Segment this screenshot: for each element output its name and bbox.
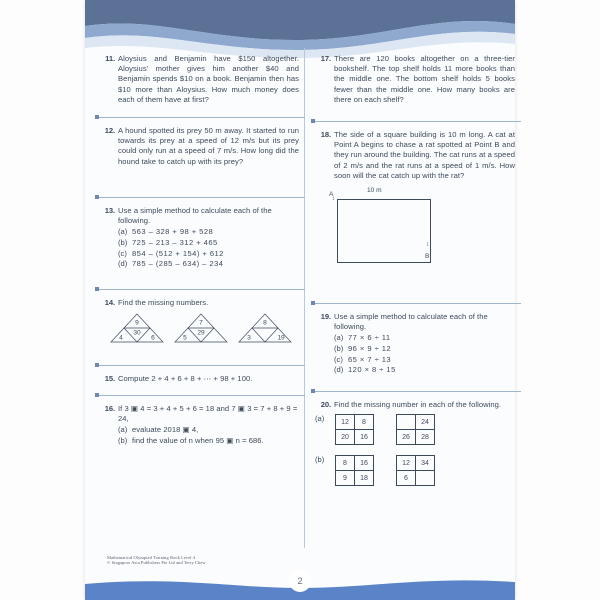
grid-set-label: (b) <box>315 455 325 465</box>
point-a-label: A <box>329 191 334 199</box>
question-17 <box>309 46 521 122</box>
question-13 <box>93 198 305 290</box>
point-b-arrow-icon: ↕ <box>426 242 429 249</box>
question-parts <box>118 425 299 446</box>
part-text: 854 – (512 + 154) + 612 <box>132 248 224 258</box>
triangle-top-value: 9 <box>135 319 139 327</box>
number-grid <box>335 455 374 486</box>
footer-credits <box>107 555 206 566</box>
grid-cell: 6 <box>397 471 416 486</box>
number-grid <box>396 414 435 445</box>
square-building-outline <box>337 199 431 263</box>
grid-cell: 18 <box>355 471 374 486</box>
question-text: Use a simple method to calculate each of the following. <box>334 312 488 332</box>
footer-book-title: Mathematical Olympiad Training Book Level 4 <box>107 554 196 560</box>
question-parts <box>334 333 515 375</box>
question-text: If 3 ▣ 4 = 3 + 4 + 5 + 6 = 18 and 7 ▣ 3 = 7 + 8 + 9 = 24, <box>118 404 298 424</box>
grid-set-b <box>315 455 515 486</box>
page-number: 2 <box>289 570 311 592</box>
triangle-puzzle-2 <box>174 313 228 343</box>
part-label: (b) <box>118 436 128 445</box>
question-part <box>334 355 515 366</box>
question-parts <box>118 227 299 269</box>
grid-cell <box>397 415 416 430</box>
question-text: Use a simple method to calculate each of the following. <box>118 206 272 226</box>
part-text: 77 × 6 ÷ 11 <box>348 333 391 343</box>
grid-cell: 16 <box>355 456 374 471</box>
question-part <box>334 333 515 344</box>
question-16 <box>93 396 305 456</box>
question-text: Aloysius and Benjamin have $150 altogether. Aloysius' mother gives him another $40 and Benjamin spends $10 on a book. Benjamin then has $10 more than Aloysius. How much money does each of them have at first? <box>118 54 299 104</box>
part-label: (b) <box>334 344 344 353</box>
number-grid <box>335 414 374 445</box>
question-number: 17. <box>320 54 331 63</box>
grid-cell: 8 <box>355 415 374 430</box>
grid-cell: 8 <box>336 456 355 471</box>
grid-cell: 12 <box>336 415 355 430</box>
part-label: (c) <box>334 354 343 364</box>
grid-cell: 34 <box>416 456 435 471</box>
left-column <box>93 46 305 456</box>
grid-cell: 28 <box>416 430 435 445</box>
question-text: Compute 2 + 4 + 6 + 8 + ⋯ + 98 + 100. <box>118 374 253 383</box>
part-label: (a) <box>334 333 344 343</box>
question-number: 14. <box>104 298 115 307</box>
question-part <box>118 249 299 260</box>
triangle-puzzle-3 <box>238 313 292 343</box>
part-label: (d) <box>118 259 128 269</box>
grid-cell: 9 <box>336 471 355 486</box>
triangle-middle-value: 30 <box>133 329 141 337</box>
number-grid <box>396 455 435 486</box>
question-14 <box>93 290 305 366</box>
question-number: 15. <box>104 374 115 383</box>
question-number: 20. <box>320 400 331 409</box>
question-number: 16. <box>104 404 115 413</box>
square-building-diagram <box>315 185 515 269</box>
grid-cell: 12 <box>397 456 416 471</box>
question-part <box>118 425 299 436</box>
question-number: 12. <box>104 126 115 135</box>
side-length-label: 10 m <box>367 187 382 195</box>
point-b-label: B <box>425 253 430 261</box>
triangle-top-value: 8 <box>263 319 267 327</box>
part-text: 120 × 8 ÷ 15 <box>348 365 396 375</box>
grid-cell: 16 <box>355 430 374 445</box>
part-text: evaluate 2018 ▣ 4, <box>132 425 199 435</box>
grid-cell: 20 <box>336 430 355 445</box>
part-text: find the value of n when 95 ▣ n = 686. <box>132 436 264 445</box>
part-text: 725 – 213 – 312 + 465 <box>132 238 218 247</box>
question-part <box>118 238 299 249</box>
triangle-left-value: 4 <box>119 334 123 342</box>
part-label: (a) <box>118 227 128 237</box>
question-15 <box>93 366 305 396</box>
question-number: 18. <box>320 130 331 139</box>
part-label: (a) <box>118 425 128 435</box>
triangle-left-value: 3 <box>247 334 251 342</box>
grid-set-a <box>315 414 515 445</box>
part-label: (d) <box>334 365 344 375</box>
triangle-middle-value: 29 <box>197 329 205 337</box>
question-text: The side of a square building is 10 m long. A cat at Point A begins to chase a rat spotted at Point B and they run around the building. The cat runs at a speed of 2 m/s and the rat runs at a speed of 1 m/s. How soon will the cat catch up with the rat? <box>334 130 515 180</box>
question-20 <box>309 392 521 512</box>
grid-set-label: (a) <box>315 414 325 424</box>
triangle-right-value: 19 <box>277 334 285 342</box>
point-a-arrow-icon: ↕ <box>332 196 335 203</box>
part-label: (c) <box>118 248 127 258</box>
question-12 <box>93 118 305 198</box>
right-column <box>309 46 521 512</box>
grid-cell: 26 <box>397 430 416 445</box>
footer-copyright: © Singapore Asia Publishers Pte Ltd and Terry Chew <box>107 560 206 566</box>
triangle-puzzle-1 <box>110 313 164 343</box>
part-text: 96 × 9 ÷ 12 <box>348 344 392 353</box>
book-sheet <box>85 0 515 600</box>
question-18 <box>309 122 521 304</box>
question-11 <box>93 46 305 118</box>
question-text: Find the missing number in each of the following. <box>334 400 502 409</box>
question-text: A hound spotted its prey 50 m away. It started to run towards its prey at a speed of 12 m/s but its prey could only run at a speed of 7 m/s. How long did the hound take to catch up with its prey? <box>118 126 299 166</box>
triangle-puzzle-row <box>99 313 299 343</box>
question-19 <box>309 304 521 392</box>
triangle-top-value: 7 <box>199 319 203 327</box>
question-number: 13. <box>104 206 115 215</box>
grid-cell: 24 <box>416 415 435 430</box>
question-number: 19. <box>320 312 331 321</box>
question-part <box>334 344 515 355</box>
question-text: Find the missing numbers. <box>118 298 209 307</box>
part-text: 785 – (285 – 634) – 234 <box>132 259 224 269</box>
question-part <box>334 365 515 376</box>
question-part <box>118 436 299 447</box>
triangle-right-value: 6 <box>151 334 155 342</box>
part-label: (b) <box>118 238 128 247</box>
part-text: 563 – 328 + 98 + 528 <box>132 227 214 237</box>
grid-cell <box>416 471 435 486</box>
question-part <box>118 227 299 238</box>
question-number: 11. <box>105 54 115 63</box>
question-part <box>118 259 299 270</box>
question-text: There are 120 books altogether on a three-tier bookshelf. The top shelf holds 11 more books than the middle one. The bottom shelf holds 5 books fewer than the middle one. How many books are there on each shelf? <box>334 54 515 104</box>
questions-area <box>85 46 515 554</box>
triangle-left-value: 5 <box>183 334 187 342</box>
part-text: 65 × 7 ÷ 13 <box>348 354 392 364</box>
